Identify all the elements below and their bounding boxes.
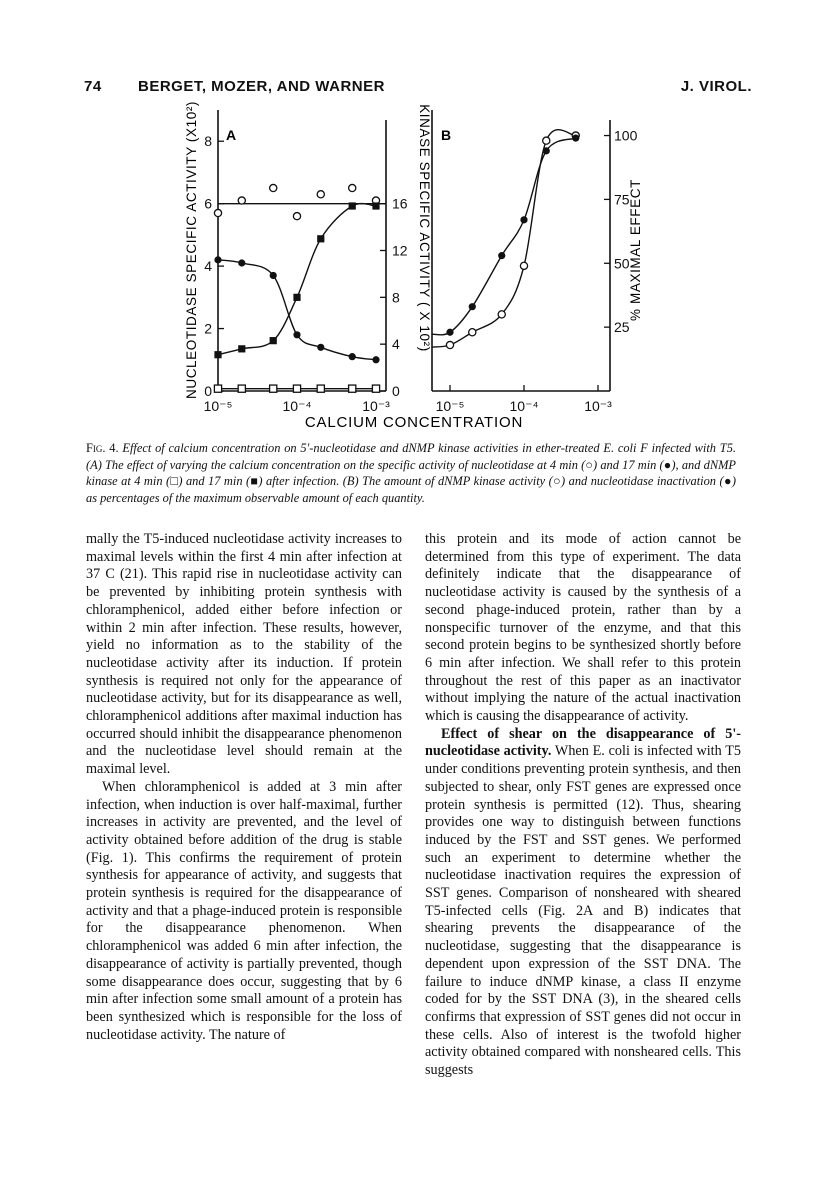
point-nucleotidase-17-min bbox=[372, 356, 379, 363]
x-tick-label: 10⁻⁵ bbox=[435, 398, 465, 414]
x-tick-label: 10⁻³ bbox=[362, 398, 390, 414]
pct-tick-label: 75 bbox=[614, 191, 630, 208]
paragraph: When chloramphenicol is added at 3 min after infection, when induction is over half-maximal, further increases in activity are prevented, and the level of activity obtained before addition of the drug is stable (Fig. 1). This confirms the requirement of protein synthesis for appearance of activity, and suggests that protein synthesis is required for the disappearance of activity and that a phage-induced protein is responsible for the disappearance phenomenon. When chloramphenicol was added 6 min after infection, the disappearance of activity is partially prevented, though some disappearance does occur, suggesting that by 6 min after infection some small amount of a protein has been synthesized which is responsible for the loss of nucleotidase activity. The nature of bbox=[86, 778, 402, 1043]
point-nucleotidase-4-min bbox=[349, 184, 356, 191]
y2-tick-label: 4 bbox=[392, 336, 400, 353]
point-dNMP-kinase-4-min bbox=[270, 385, 277, 392]
curve-nucleotidase-17-min bbox=[218, 260, 376, 360]
x-tick-label: 10⁻⁵ bbox=[203, 398, 233, 414]
x-tick-label: 10⁻³ bbox=[584, 398, 612, 414]
right-column bbox=[425, 531, 741, 1080]
y-tick-label: 8 bbox=[204, 133, 212, 150]
point-nucleotidase-inactivation bbox=[520, 216, 527, 223]
point-nucleotidase-17-min bbox=[317, 344, 324, 351]
point-dNMP-kinase-17-min bbox=[238, 345, 245, 352]
pct-tick-label: 25 bbox=[614, 319, 630, 336]
pct-tick-label: 100 bbox=[614, 127, 638, 144]
curve-nucleotidase-inactivation bbox=[432, 138, 576, 335]
point-nucleotidase-4-min bbox=[317, 191, 324, 198]
figure-4 bbox=[0, 0, 816, 440]
panel-a-label: A bbox=[226, 127, 237, 143]
left-column bbox=[86, 531, 402, 1044]
point-nucleotidase-inactivation bbox=[572, 135, 579, 142]
paragraph: When E. coli is infected with T5 under conditions preventing protein synthesis, and then subjected to shear, only FST genes are expressed once protein synthesis is permitted (12). Thus, shearing provides one way to distinguish between functions induced by the FST and SST genes. We performed such an experiment to determine whether the nucleotidase inactivation requires the expression of SST genes. Comparison of nonsheared with sheared T5-infected cells (Fig. 2A and B) indicates that shearing prevents the disappearance of the nucleotidase, suggesting that the disappearance is dependent upon expression of the SST DNA. The failure to induce dNMP kinase, a class II enzyme coded for by the SST DNA (3), in the sheared cells confirms that expression of SST genes did not occur in these cells. Also of interest is the twofold higher activity obtained compared with nonsheared cells. This suggests bbox=[425, 743, 742, 1079]
point-dNMP-kinase-17-min bbox=[372, 202, 379, 209]
point-nucleotidase-17-min bbox=[238, 259, 245, 266]
point-nucleotidase-inactivation bbox=[498, 252, 505, 259]
y-tick-label: 4 bbox=[204, 258, 212, 275]
panel-b-label: B bbox=[441, 127, 452, 143]
caption-label: Fig. 4. bbox=[86, 441, 119, 455]
point-nucleotidase-inactivation bbox=[469, 303, 476, 310]
y2-tick-label: 16 bbox=[392, 195, 408, 212]
point-nucleotidase-17-min bbox=[270, 272, 277, 279]
left-y-axis-title: NUCLEOTIDASE SPECIFIC ACTIVITY (X10²) bbox=[184, 100, 199, 400]
x-tick-label: 10⁻⁴ bbox=[509, 398, 539, 414]
point-nucleotidase-4-min bbox=[293, 213, 300, 220]
point-dNMP-kinase-activity bbox=[520, 262, 527, 269]
figure-caption bbox=[86, 440, 736, 506]
x-tick-label: 10⁻⁴ bbox=[282, 398, 312, 414]
point-dNMP-kinase-4-min bbox=[214, 385, 221, 392]
y2-tick-label: 12 bbox=[392, 242, 408, 259]
point-dNMP-kinase-4-min bbox=[238, 385, 245, 392]
y-tick-label: 2 bbox=[204, 320, 212, 337]
point-dNMP-kinase-17-min bbox=[317, 235, 324, 242]
point-dNMP-kinase-activity bbox=[543, 137, 550, 144]
section-heading: Effect of shear on the disappearance of 5'-nucleotidase activity. bbox=[425, 725, 741, 760]
point-nucleotidase-inactivation bbox=[446, 329, 453, 336]
point-dNMP-kinase-4-min bbox=[349, 385, 356, 392]
point-nucleotidase-4-min bbox=[214, 209, 221, 216]
point-dNMP-kinase-17-min bbox=[293, 294, 300, 301]
y-tick-label: 0 bbox=[204, 383, 212, 399]
point-dNMP-kinase-4-min bbox=[293, 385, 300, 392]
point-nucleotidase-17-min bbox=[349, 353, 356, 360]
y2-tick-label: 0 bbox=[392, 383, 400, 399]
point-nucleotidase-17-min bbox=[214, 256, 221, 263]
middle-y-axis-title: KINASE SPECIFIC ACTIVITY ( X 10²) bbox=[417, 104, 432, 352]
point-dNMP-kinase-activity bbox=[446, 341, 453, 348]
point-nucleotidase-inactivation bbox=[543, 147, 550, 154]
y2-tick-label: 8 bbox=[392, 289, 400, 306]
journal-name: J. VIROL. bbox=[680, 78, 752, 95]
right-y-axis-title: % MAXIMAL EFFECT bbox=[628, 179, 643, 321]
y-tick-label: 6 bbox=[204, 195, 212, 212]
point-nucleotidase-17-min bbox=[293, 331, 300, 338]
point-nucleotidase-4-min bbox=[270, 184, 277, 191]
paragraph: this protein and its mode of action cannot be determined from this type of experiment. The data definitely indicate that the disappearance of nucleotidase activity is caused by the synthesis of a second phage-induced protein, rather than by a nonspecific turnover of the enzyme, and that this second protein begins to be synthesized shortly before 6 min after infection. We shall refer to this protein throughout the rest of this paper as an inactivator without implying the nature of the actual inactivation which is causing the disappearance of activity. bbox=[425, 531, 741, 725]
paragraph: mally the T5-induced nucleotidase activity increases to maximal levels within the first 4 min after infection at 37 C (21). This rapid rise in nucleotidase activity can be prevented by inhibiting protein synthesis with chloramphenicol, added either before infection or within 2 min after infection. These results, however, yield no information as to the stability of the nucleotidase activity after its induction. If protein synthesis is required not only for the appearance of nucleotidase activity, but for its disappearance as well, chloramphenicol additions after maximal induction has occurred should inhibit the disappearance phenomenon and the nucleotidase level should remain at the maximal level. bbox=[86, 531, 402, 778]
caption-text: Effect of calcium concentration on 5'-nucleotidase and dNMP kinase activities in ether-treated E. coli F infected with T5. (A) The effect of varying the calcium concentration on the specific activity of nucleotidase at 4 min (○) and 17 min (●), and dNMP kinase at 4 min (□) and 17 min (■) after infection. (B) The amount of dNMP kinase activity (○) and nucleotidase inactivation (●) as percentages of the maximum observable amount of each quantity. bbox=[86, 441, 736, 505]
point-nucleotidase-4-min bbox=[238, 197, 245, 204]
point-dNMP-kinase-4-min bbox=[317, 385, 324, 392]
running-authors: BERGET, MOZER, AND WARNER bbox=[138, 78, 385, 95]
point-dNMP-kinase-4-min bbox=[372, 385, 379, 392]
point-dNMP-kinase-activity bbox=[469, 329, 476, 336]
point-dNMP-kinase-17-min bbox=[349, 202, 356, 209]
x-axis-title: CALCIUM CONCENTRATION bbox=[304, 414, 524, 431]
page-number: 74 bbox=[84, 78, 102, 95]
point-dNMP-kinase-17-min bbox=[214, 351, 221, 358]
point-dNMP-kinase-activity bbox=[498, 311, 505, 318]
pct-tick-label: 50 bbox=[614, 255, 630, 272]
point-dNMP-kinase-17-min bbox=[270, 337, 277, 344]
